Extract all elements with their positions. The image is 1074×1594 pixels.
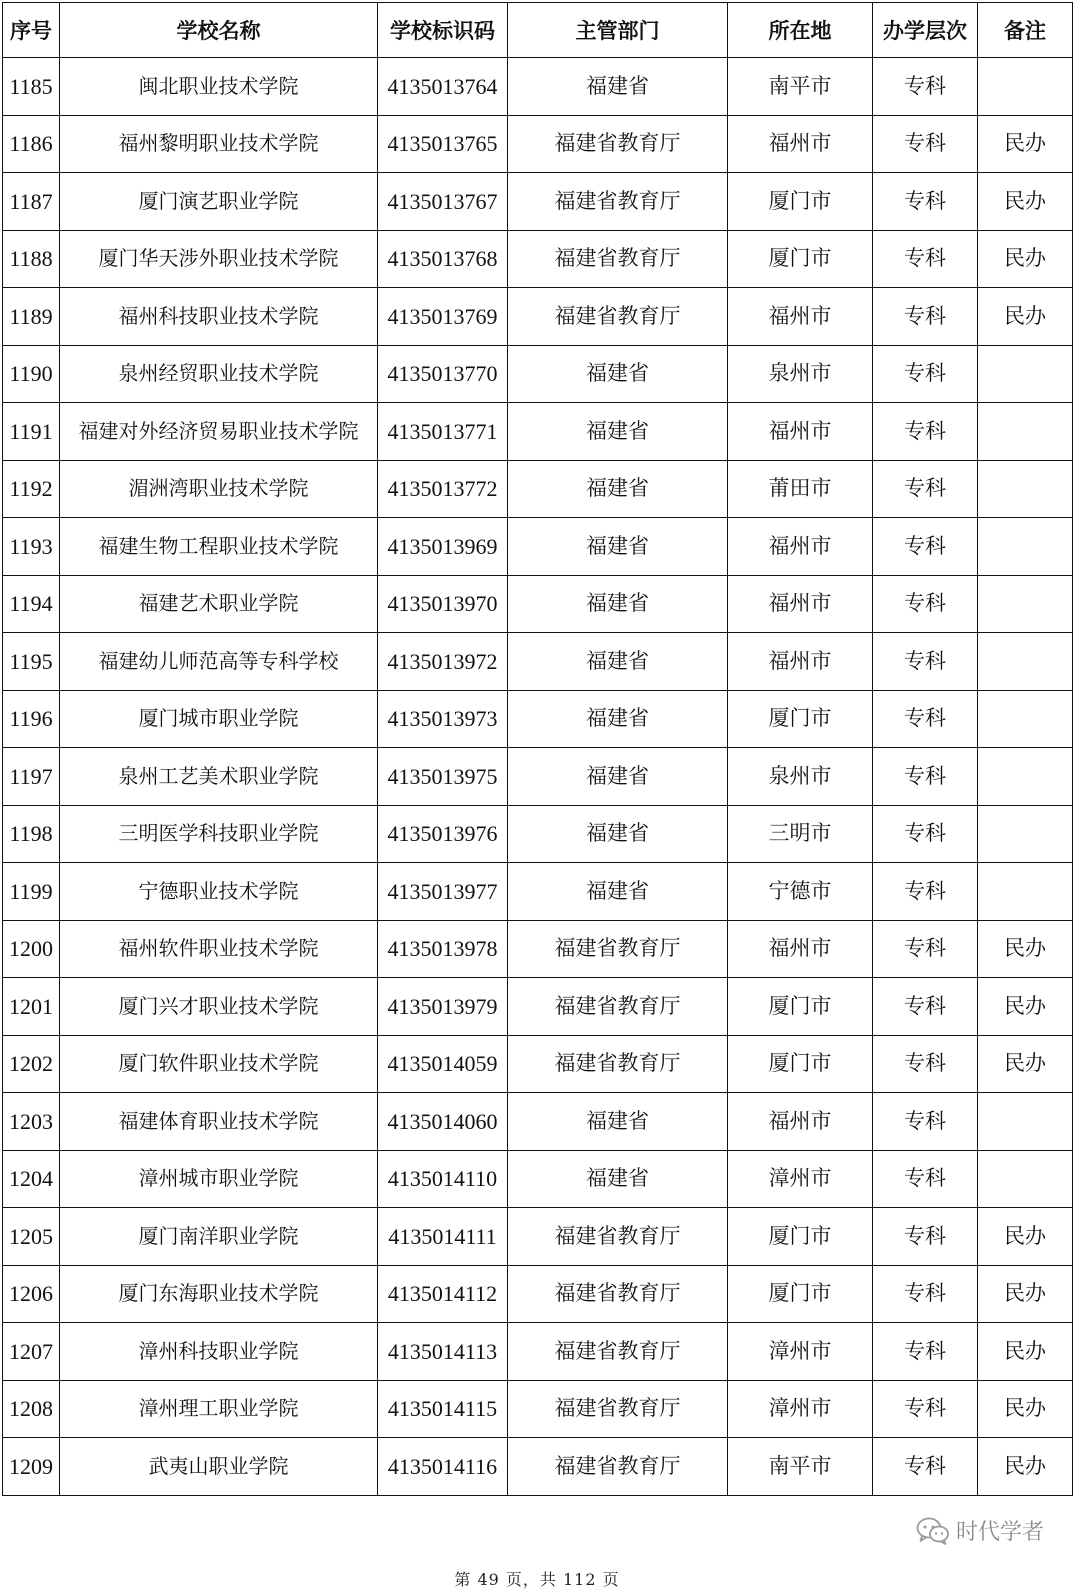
school-list-table [2,2,1073,1496]
cell-department: 福建省教育厅 [508,1035,728,1093]
cell-seq: 1207 [3,1323,60,1381]
cell-location: 福州市 [728,920,873,978]
header-school-name: 学校名称 [60,3,378,58]
cell-school-name: 福州科技职业技术学院 [60,288,378,346]
watermark-text: 时代学者 [955,1520,1044,1545]
cell-school-name: 宁德职业技术学院 [60,863,378,921]
table-row [3,1208,1073,1266]
table-row [3,345,1073,403]
cell-level: 专科 [873,1265,978,1323]
cell-seq: 1202 [3,1035,60,1093]
cell-school-name: 厦门东海职业技术学院 [60,1265,378,1323]
cell-note [978,58,1073,116]
cell-level: 专科 [873,518,978,576]
page-footer: 第 49 页，共 112 页 [454,1570,620,1589]
cell-seq: 1201 [3,978,60,1036]
table-row [3,978,1073,1036]
cell-location: 南平市 [728,58,873,116]
cell-location: 福州市 [728,518,873,576]
cell-level: 专科 [873,1380,978,1438]
cell-location: 福州市 [728,288,873,346]
cell-level: 专科 [873,1035,978,1093]
cell-department: 福建省教育厅 [508,115,728,173]
table-row [3,173,1073,231]
cell-note [978,748,1073,806]
cell-level: 专科 [873,633,978,691]
cell-note [978,460,1073,518]
cell-note [978,805,1073,863]
cell-level: 专科 [873,690,978,748]
cell-level: 专科 [873,288,978,346]
table-row [3,748,1073,806]
cell-level: 专科 [873,173,978,231]
table-row [3,1323,1073,1381]
cell-department: 福建省 [508,345,728,403]
cell-level: 专科 [873,805,978,863]
cell-seq: 1199 [3,863,60,921]
cell-note: 民办 [978,1438,1073,1496]
cell-school-name: 福州软件职业技术学院 [60,920,378,978]
cell-seq: 1191 [3,403,60,461]
cell-note: 民办 [978,1035,1073,1093]
cell-level: 专科 [873,345,978,403]
cell-school-code: 4135014115 [378,1380,508,1438]
cell-department: 福建省 [508,403,728,461]
cell-school-code: 4135013979 [378,978,508,1036]
cell-school-name: 闽北职业技术学院 [60,58,378,116]
header-note: 备注 [978,3,1073,58]
cell-seq: 1206 [3,1265,60,1323]
cell-location: 厦门市 [728,1035,873,1093]
cell-level: 专科 [873,1093,978,1151]
cell-school-code: 4135013767 [378,173,508,231]
header-seq: 序号 [3,3,60,58]
cell-department: 福建省教育厅 [508,230,728,288]
cell-seq: 1203 [3,1093,60,1151]
cell-seq: 1200 [3,920,60,978]
cell-school-name: 厦门城市职业学院 [60,690,378,748]
cell-school-name: 厦门华天涉外职业技术学院 [60,230,378,288]
cell-note: 民办 [978,173,1073,231]
cell-location: 厦门市 [728,1265,873,1323]
cell-note: 民办 [978,1265,1073,1323]
cell-school-code: 4135013769 [378,288,508,346]
cell-location: 漳州市 [728,1150,873,1208]
cell-school-name: 厦门软件职业技术学院 [60,1035,378,1093]
table-row [3,460,1073,518]
cell-school-name: 漳州科技职业学院 [60,1323,378,1381]
cell-seq: 1193 [3,518,60,576]
cell-department: 福建省教育厅 [508,1438,728,1496]
cell-level: 专科 [873,1208,978,1266]
cell-location: 厦门市 [728,230,873,288]
cell-school-code: 4135013977 [378,863,508,921]
cell-level: 专科 [873,978,978,1036]
cell-note [978,1093,1073,1151]
cell-department: 福建省 [508,805,728,863]
cell-location: 福州市 [728,1093,873,1151]
cell-note [978,863,1073,921]
cell-level: 专科 [873,575,978,633]
header-location: 所在地 [728,3,873,58]
table-row [3,1265,1073,1323]
table-row [3,58,1073,116]
cell-location: 泉州市 [728,345,873,403]
cell-school-code: 4135013770 [378,345,508,403]
cell-seq: 1204 [3,1150,60,1208]
cell-school-code: 4135013978 [378,920,508,978]
cell-department: 福建省 [508,1150,728,1208]
cell-note [978,345,1073,403]
cell-school-name: 厦门演艺职业学院 [60,173,378,231]
cell-location: 福州市 [728,633,873,691]
cell-school-code: 4135013970 [378,575,508,633]
cell-school-code: 4135013969 [378,518,508,576]
table-row [3,633,1073,691]
cell-location: 厦门市 [728,1208,873,1266]
cell-department: 福建省 [508,518,728,576]
table-row [3,230,1073,288]
cell-seq: 1198 [3,805,60,863]
cell-school-name: 福建艺术职业学院 [60,575,378,633]
cell-note [978,633,1073,691]
table-row [3,920,1073,978]
cell-school-code: 4135014112 [378,1265,508,1323]
cell-department: 福建省教育厅 [508,1265,728,1323]
cell-school-name: 三明医学科技职业学院 [60,805,378,863]
cell-school-code: 4135013765 [378,115,508,173]
cell-level: 专科 [873,748,978,806]
cell-school-name: 福建体育职业技术学院 [60,1093,378,1151]
cell-school-code: 4135013771 [378,403,508,461]
cell-school-code: 4135014110 [378,1150,508,1208]
cell-level: 专科 [873,58,978,116]
cell-seq: 1190 [3,345,60,403]
cell-school-name: 福建生物工程职业技术学院 [60,518,378,576]
cell-seq: 1189 [3,288,60,346]
cell-location: 宁德市 [728,863,873,921]
cell-school-name: 漳州城市职业学院 [60,1150,378,1208]
cell-seq: 1192 [3,460,60,518]
cell-department: 福建省 [508,1093,728,1151]
table-row [3,863,1073,921]
table-row [3,690,1073,748]
cell-location: 南平市 [728,1438,873,1496]
cell-note: 民办 [978,1380,1073,1438]
cell-school-code: 4135014111 [378,1208,508,1266]
cell-school-code: 4135013976 [378,805,508,863]
cell-seq: 1185 [3,58,60,116]
cell-school-code: 4135014113 [378,1323,508,1381]
cell-level: 专科 [873,115,978,173]
cell-department: 福建省教育厅 [508,1380,728,1438]
cell-school-code: 4135013768 [378,230,508,288]
table-row [3,805,1073,863]
cell-location: 厦门市 [728,173,873,231]
cell-location: 厦门市 [728,978,873,1036]
table-row [3,1438,1073,1496]
table-row [3,1093,1073,1151]
cell-level: 专科 [873,1438,978,1496]
cell-school-name: 漳州理工职业学院 [60,1380,378,1438]
cell-location: 福州市 [728,115,873,173]
cell-seq: 1188 [3,230,60,288]
header-department: 主管部门 [508,3,728,58]
cell-seq: 1195 [3,633,60,691]
cell-school-code: 4135014060 [378,1093,508,1151]
cell-note [978,518,1073,576]
table-row [3,288,1073,346]
table-row [3,403,1073,461]
cell-note [978,403,1073,461]
cell-school-code: 4135013975 [378,748,508,806]
cell-department: 福建省 [508,58,728,116]
cell-department: 福建省教育厅 [508,978,728,1036]
cell-department: 福建省 [508,460,728,518]
cell-seq: 1196 [3,690,60,748]
cell-school-name: 湄洲湾职业技术学院 [60,460,378,518]
cell-department: 福建省教育厅 [508,920,728,978]
cell-school-name: 泉州经贸职业技术学院 [60,345,378,403]
table-body [3,58,1073,1496]
cell-department: 福建省 [508,575,728,633]
cell-level: 专科 [873,1150,978,1208]
cell-school-code: 4135013772 [378,460,508,518]
cell-seq: 1194 [3,575,60,633]
cell-school-code: 4135013972 [378,633,508,691]
table-row [3,1380,1073,1438]
table-header-row [3,3,1073,58]
cell-department: 福建省教育厅 [508,288,728,346]
table-row [3,575,1073,633]
cell-location: 漳州市 [728,1323,873,1381]
header-school-code: 学校标识码 [378,3,508,58]
cell-department: 福建省教育厅 [508,1208,728,1266]
cell-school-code: 4135014116 [378,1438,508,1496]
cell-location: 泉州市 [728,748,873,806]
cell-school-name: 厦门兴才职业技术学院 [60,978,378,1036]
cell-location: 福州市 [728,575,873,633]
cell-note: 民办 [978,115,1073,173]
cell-seq: 1209 [3,1438,60,1496]
cell-note [978,1150,1073,1208]
cell-location: 漳州市 [728,1380,873,1438]
header-level: 办学层次 [873,3,978,58]
table-row [3,115,1073,173]
cell-note: 民办 [978,920,1073,978]
cell-note [978,575,1073,633]
cell-location: 三明市 [728,805,873,863]
cell-school-name: 泉州工艺美术职业学院 [60,748,378,806]
cell-department: 福建省教育厅 [508,173,728,231]
cell-seq: 1187 [3,173,60,231]
table-row [3,1150,1073,1208]
cell-note: 民办 [978,230,1073,288]
cell-note: 民办 [978,1208,1073,1266]
cell-location: 福州市 [728,403,873,461]
cell-school-name: 武夷山职业学院 [60,1438,378,1496]
cell-level: 专科 [873,460,978,518]
watermark [916,1515,1044,1546]
cell-level: 专科 [873,1323,978,1381]
cell-department: 福建省教育厅 [508,1323,728,1381]
table-row [3,1035,1073,1093]
cell-location: 厦门市 [728,690,873,748]
cell-level: 专科 [873,230,978,288]
table-row [3,518,1073,576]
cell-seq: 1205 [3,1208,60,1266]
cell-level: 专科 [873,403,978,461]
cell-school-code: 4135013764 [378,58,508,116]
wechat-icon [916,1517,950,1545]
cell-school-code: 4135014059 [378,1035,508,1093]
cell-school-code: 4135013973 [378,690,508,748]
cell-department: 福建省 [508,748,728,806]
cell-location: 莆田市 [728,460,873,518]
cell-note [978,690,1073,748]
cell-department: 福建省 [508,633,728,691]
cell-level: 专科 [873,920,978,978]
cell-department: 福建省 [508,863,728,921]
cell-school-name: 福建对外经济贸易职业技术学院 [60,403,378,461]
cell-seq: 1197 [3,748,60,806]
cell-school-name: 福州黎明职业技术学院 [60,115,378,173]
cell-note: 民办 [978,288,1073,346]
cell-level: 专科 [873,863,978,921]
cell-school-name: 福建幼儿师范高等专科学校 [60,633,378,691]
cell-seq: 1186 [3,115,60,173]
cell-department: 福建省 [508,690,728,748]
cell-note: 民办 [978,978,1073,1036]
cell-note: 民办 [978,1323,1073,1381]
cell-school-name: 厦门南洋职业学院 [60,1208,378,1266]
cell-seq: 1208 [3,1380,60,1438]
school-list-table-container [2,2,1072,1496]
